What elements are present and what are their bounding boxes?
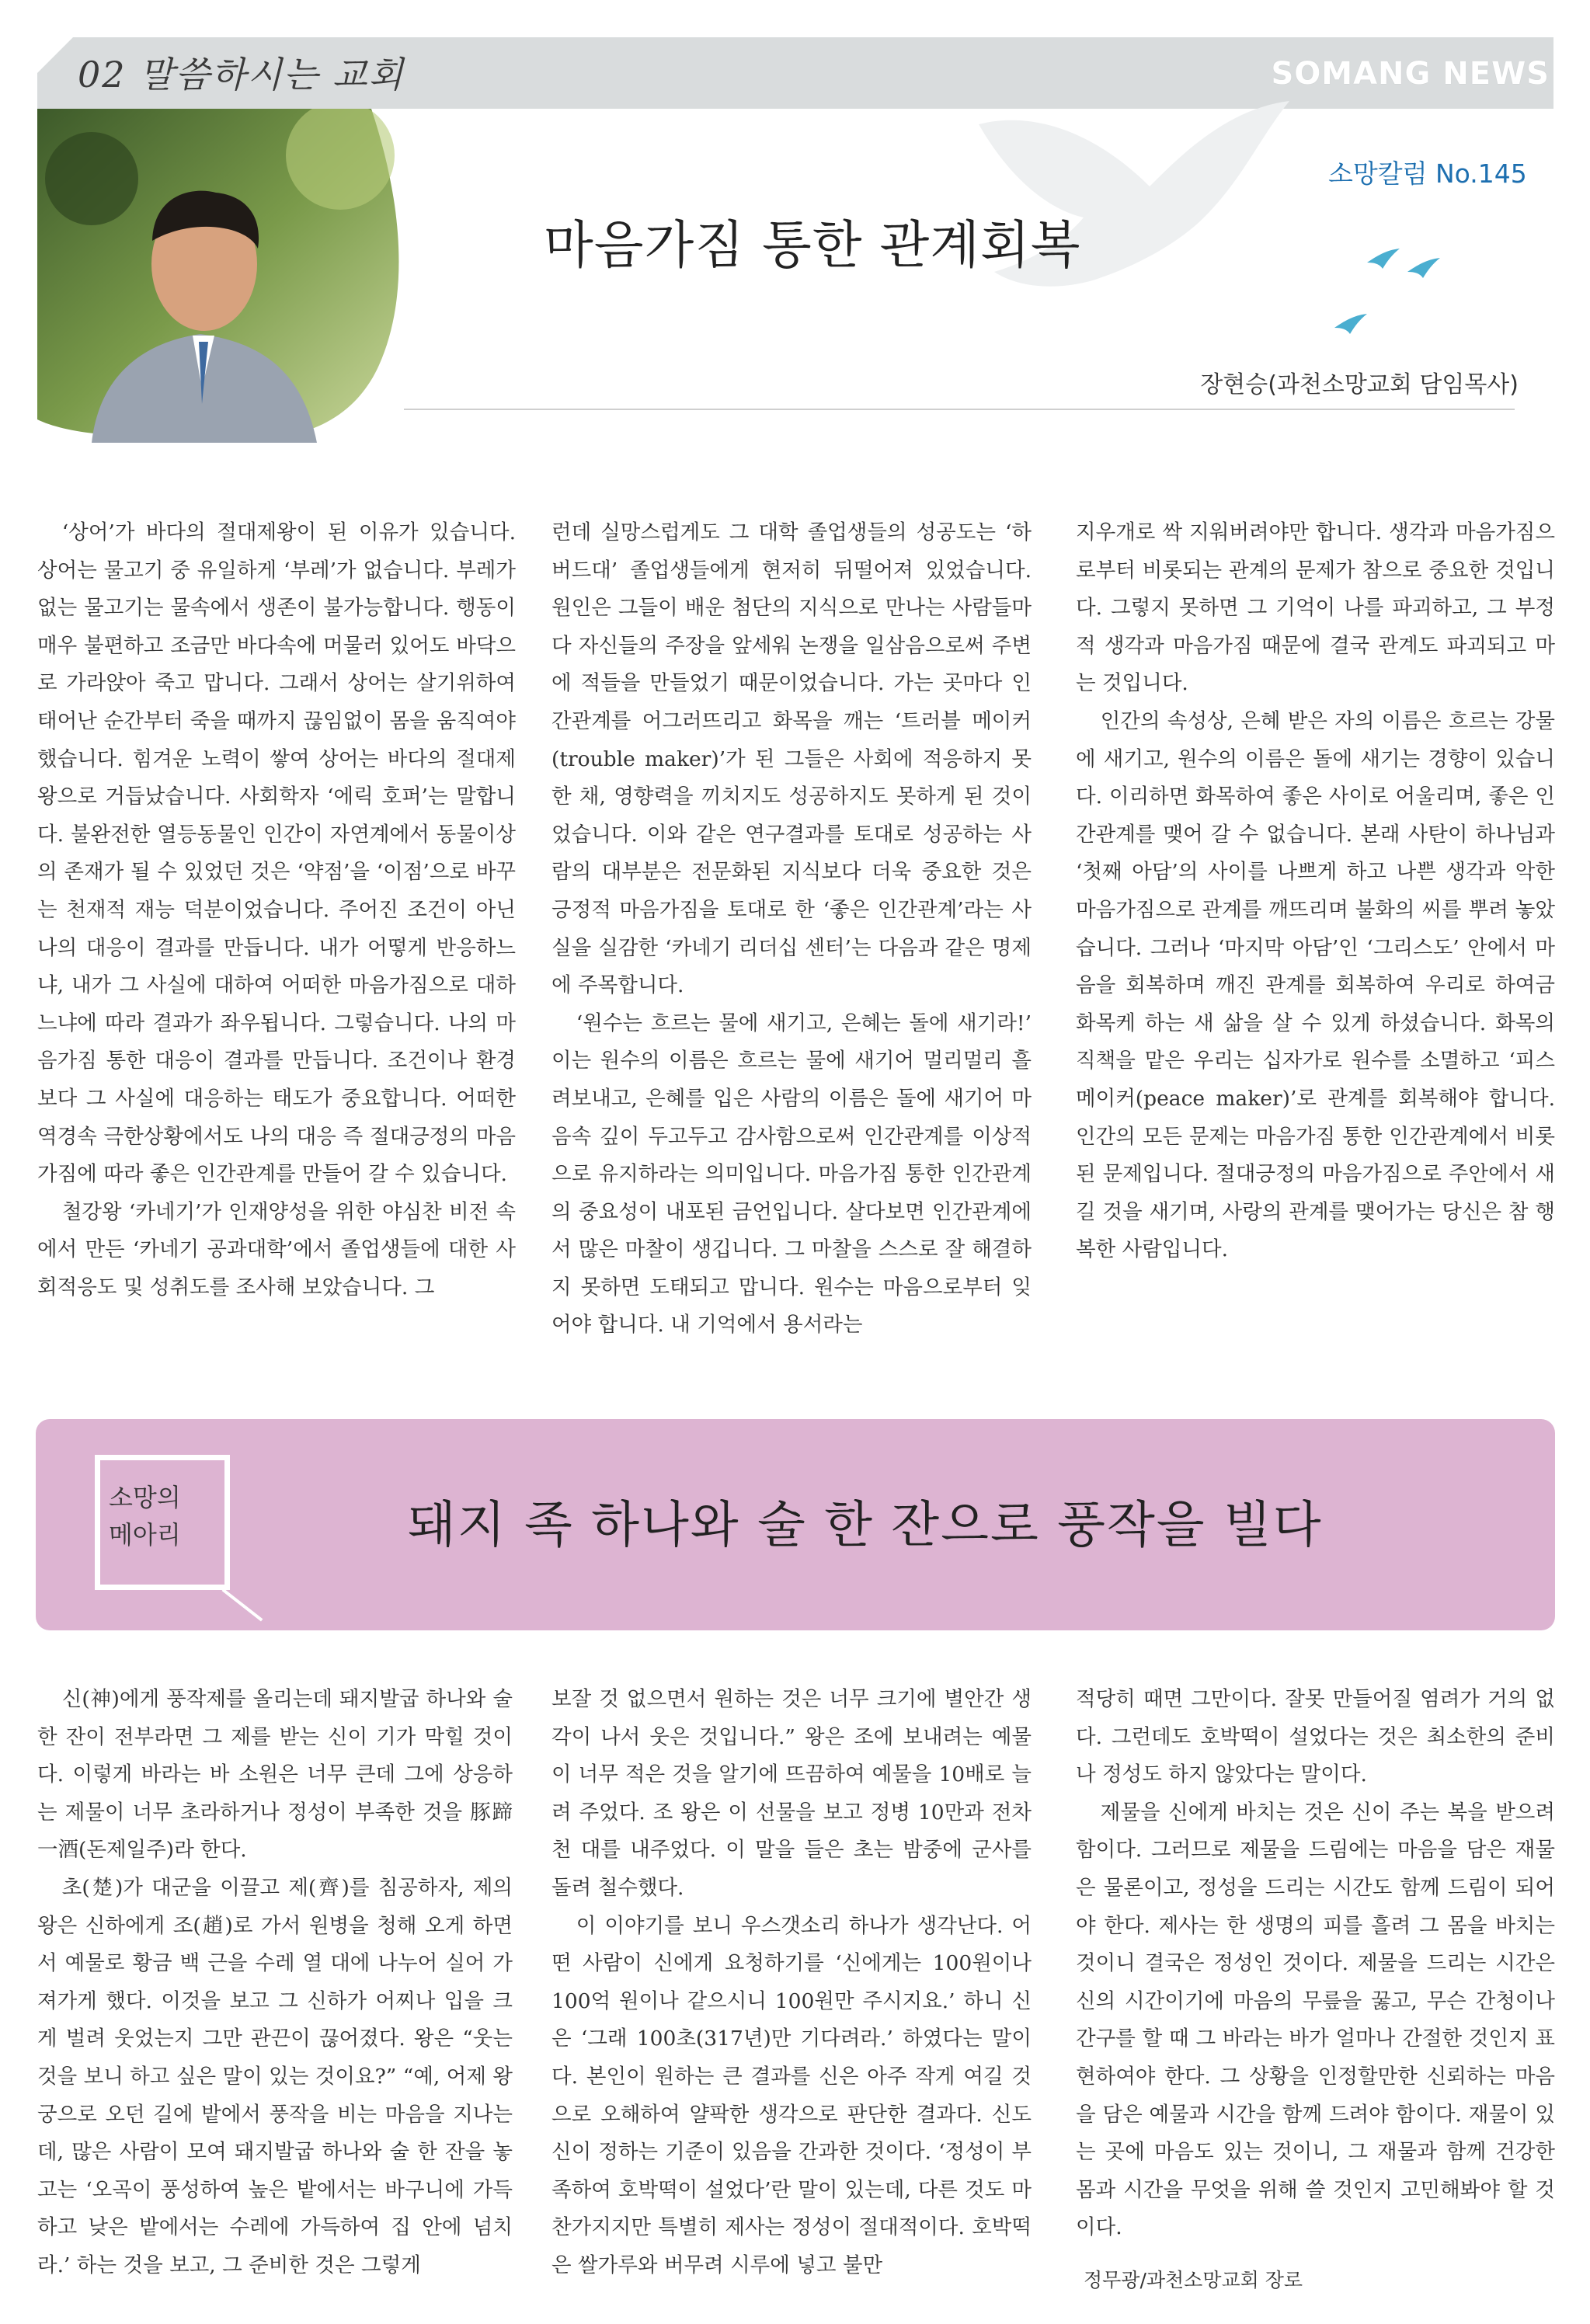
section2-column-2 [551, 1681, 1032, 2285]
page-section-label: 02 말씀하시는 교회 [78, 54, 405, 96]
header-corner-notch [37, 37, 73, 73]
newsletter-brand: SOMANG NEWS [1271, 56, 1550, 92]
article-column-1 [37, 514, 516, 1306]
article-title: 마음가짐 통한 관계회복 [544, 215, 1081, 275]
banner-label-line: 메아리 [109, 1520, 181, 1550]
section2-column-3 [1076, 1681, 1555, 2247]
section2-column-1 [37, 1681, 513, 2285]
paragraph: 런데 실망스럽게도 그 대학 졸업생들의 성공도는 ‘하버드대’ 졸업생들에게 현저히 뒤떨어져 있었습니다. 원인은 그들이 배운 첨단의 지식으로 만나는 사람들마다 자신들의 주장을 앞세워 논쟁을 일삼음으로써 주변에 적들을 만들었기 때문이었습니다. 가는 곳마다 인간관계를 어그러뜨리고 화목을 깨는 ‘트러블 메이커(trouble maker)’가 된 그들은 사회에 적응하지 못한 채, 영향력을 끼치지도 성공하지도 못하게 된 것이었습니다. 이와 같은 연구결과를 토대로 성공하는 사람의 대부분은 전문화된 지식보다 더욱 중요한 것은 긍정적 마음가짐을 토대로 한 ‘좋은 인간관계’라는 사실을 실감한 ‘카네기 리더십 센터’는 다음과 같은 명제에 주목합니다. [551, 520, 1032, 998]
paragraph: 인간의 속성상, 은혜 받은 자의 이름은 흐르는 강물에 새기고, 원수의 이름은 돌에 새기는 경향이 있습니다. 이리하면 화목하여 좋은 사이로 어울리며, 좋은 인간관계를 맺어 갈 수 없습니다. 본래 사탄이 하나님과 ‘첫째 아담’의 사이를 나쁘게 하고 나쁜 생각과 악한 마음가짐으로 관계를 깨뜨리며 불화의 씨를 뿌려 놓았습니다. 그러나 ‘마지막 아담’인 ‘그리스도’ 안에서 마음을 회복하며 깨진 관계를 회복하여 우리로 하여금 화목케 하는 새 삶을 살 수 있게 하셨습니다. 화목의 직책을 맡은 우리는 십자가로 원수를 소멸하고 ‘피스 메이커(peace maker)’로 관계를 회복해야 합니다. 인간의 모든 문제는 마음가짐 통한 인간관계에서 비롯된 문제입니다. 절대긍정의 마음가짐으로 주안에서 새길 것을 새기며, 사랑의 관계를 맺어가는 당신은 참 행복한 사람입니다. [1076, 708, 1555, 1262]
bird-icon [1333, 312, 1369, 336]
bird-icon [1366, 247, 1401, 270]
section2-byline: 정무광/과천소망교회 장로 [1084, 2269, 1303, 2291]
paragraph: 지우개로 싹 지워버려야만 합니다. 생각과 마음가짐으로부터 비롯되는 관계의 문제가 참으로 중요한 것입니다. 그렇지 못하면 그 기억이 나를 파괴하고, 그 부정적 생각과 마음가짐 때문에 결국 관계도 파괴되고 마는 것입니다. [1076, 520, 1555, 696]
author-photo [37, 109, 410, 443]
paragraph: 보잘 것 없으면서 원하는 것은 너무 크기에 별안간 생각이 나서 웃은 것입니다.” 왕은 조에 보내려는 예물이 너무 적은 것을 알기에 뜨끔하여 예물을 10배로 늘려 주었다. 조 왕은 이 선물을 보고 정병 10만과 전차 천 대를 내주었다. 이 말을 들은 초는 밤중에 군사를 돌려 철수했다. [551, 1687, 1032, 1900]
article-author: 장현승(과천소망교회 담임목사) [1200, 371, 1519, 398]
column-number: 소망칼럼 No.145 [1328, 158, 1527, 189]
title-divider [404, 409, 1515, 410]
paragraph: 신(神)에게 풍작제를 올리는데 돼지발굽 하나와 술 한 잔이 전부라면 그 제를 받는 신이 기가 막힐 것이다. 이렇게 바라는 바 소원은 너무 큰데 그에 상응하는 제물이 너무 초라하거나 정성이 부족한 것을 豚蹄一酒(돈제일주)라 한다. [37, 1687, 513, 1863]
paragraph: 초(楚)가 대군을 이끌고 제(齊)를 침공하자, 제의 왕은 신하에게 조(趙)로 가서 원병을 청해 오게 하면서 예물로 황금 백 근을 수레 열 대에 나누어 실어 가져가게 했다. 이것을 보고 그 신하가 어찌나 입을 크게 벌려 웃었는지 그만 관끈이 끊어졌다. 왕은 “웃는 것을 보니 하고 싶은 말이 있는 것이요?” “예, 어제 왕궁으로 오던 길에 밭에서 풍작을 비는 마음을 지나는데, 많은 사람이 모여 돼지발굽 하나와 술 한 잔을 놓고는 ‘오곡이 풍성하여 높은 밭에서는 바구니에 가득하고 낮은 밭에서는 수레에 가득하여 집 안에 넘치라.’ 하는 것을 보고, 그 준비한 것은 그렇게 [37, 1875, 513, 2277]
paragraph: 적당히 때면 그만이다. 잘못 만들어질 염려가 거의 없다. 그런데도 호박떡이 설었다는 것은 최소한의 준비나 정성도 하지 않았다는 말이다. [1076, 1687, 1555, 1787]
paragraph: 철강왕 ‘카네기’가 인재양성을 위한 야심찬 비전 속에서 만든 ‘카네기 공과대학’에서 졸업생들에 대한 사회적응도 및 성취도를 조사해 보았습니다. 그 [37, 1199, 516, 1299]
bird-icon [1406, 256, 1442, 280]
article-column-3 [1076, 514, 1555, 1269]
paragraph: ‘상어’가 바다의 절대제왕이 된 이유가 있습니다. 상어는 물고기 중 유일하게 ‘부레’가 없습니다. 부레가 없는 물고기는 물속에서 생존이 불가능합니다. 행동이 매우 불편하고 조금만 바다속에 머물러 있어도 바닥으로 가라앉아 죽고 맙니다. 그래서 상어는 살기위하여 태어난 순간부터 죽을 때까지 끊임없이 몸을 움직여야 했습니다. 힘겨운 노력이 쌓여 상어는 바다의 절대제왕으로 거듭났습니다. 사회학자 ‘에릭 호퍼’는 말합니다. 불완전한 열등동물인 인간이 자연계에서 동물이상의 존재가 될 수 있었던 것은 ‘약점’을 ‘이점’으로 바꾸는 천재적 재능 덕분이었습니다. 주어진 조건이 아닌 나의 대응이 결과를 만듭니다. 내가 어떻게 반응하느냐, 내가 그 사실에 대하여 어떠한 마음가짐으로 대하느냐에 따라 결과가 좌우됩니다. 그렇습니다. 나의 마음가짐 통한 대응이 결과를 만듭니다. 조건이나 환경보다 그 사실에 대응하는 태도가 중요합니다. 어떠한 역경속 극한상황에서도 나의 대응 즉 절대긍정의 마음가짐에 따라 좋은 인간관계를 만들어 갈 수 있습니다. [37, 520, 516, 1187]
banner-label-line: 소망의 [109, 1483, 181, 1512]
section-title: 돼지 족 하나와 술 한 잔으로 풍작을 빌다 [408, 1497, 1323, 1554]
paragraph: 제물을 신에게 바치는 것은 신이 주는 복을 받으려함이다. 그러므로 제물을 드림에는 마음을 담은 재물은 물론이고, 정성을 드리는 시간도 함께 드림이 되어야 한다. 제사는 한 생명의 피를 흘려 그 몸을 바치는 것이니 결국은 정성인 것이다. 제물을 드리는 시간은 신의 시간이기에 마음의 무릎을 꿇고, 무슨 간청이나 간구를 할 때 그 바라는 바가 얼마나 간절한 것인지 표현하여야 한다. 그 상황을 인정할만한 신뢰하는 마음을 담은 예물과 시간을 함께 드려야 함이다. 재물이 있는 곳에 마음도 있는 것이니, 그 재물과 함께 건강한 몸과 시간을 무엇을 위해 쓸 것인지 고민해봐야 할 것이다. [1076, 1800, 1555, 2240]
paragraph: 이 이야기를 보니 우스갯소리 하나가 생각난다. 어떤 사람이 신에게 요청하기를 ‘신에게는 100원이나 100억 원이나 같으시니 100원만 주시지요.’ 하니 신은 ‘그래 100초(317년)만 기다려라.’ 하였다는 말이다. 본인이 원하는 큰 결과를 신은 아주 작게 여길 것으로 오해하여 얄팍한 생각으로 판단한 결과다. 신도 신이 정하는 기준이 있음을 간과한 것이다. ‘정성이 부족하여 호박떡이 설었다’란 말이 있는데, 다른 것도 마찬가지지만 특별히 제사는 정성이 절대적이다. 호박떡은 쌀가루와 버무려 시루에 넣고 불만 [551, 1913, 1032, 2277]
article-column-2 [551, 514, 1032, 1345]
paragraph: ‘원수는 흐르는 물에 새기고, 은혜는 돌에 새기라!’ 이는 원수의 이름은 흐르는 물에 새기어 멀리멀리 흘려보내고, 은혜를 입은 사람의 이름은 돌에 새기어 마음속 깊이 두고두고 감사함으로써 인간관계를 이상적으로 유지하라는 의미입니다. 마음가짐 통한 인간관계의 중요성이 내포된 금언입니다. 살다보면 인간관계에서 많은 마찰이 생깁니다. 그 마찰을 스스로 잘 해결하지 못하면 도태되고 맙니다. 원수는 마음으로부터 잊어야 합니다. 내 기억에서 용서라는 [551, 1011, 1032, 1338]
banner-section-label [109, 1479, 225, 1553]
